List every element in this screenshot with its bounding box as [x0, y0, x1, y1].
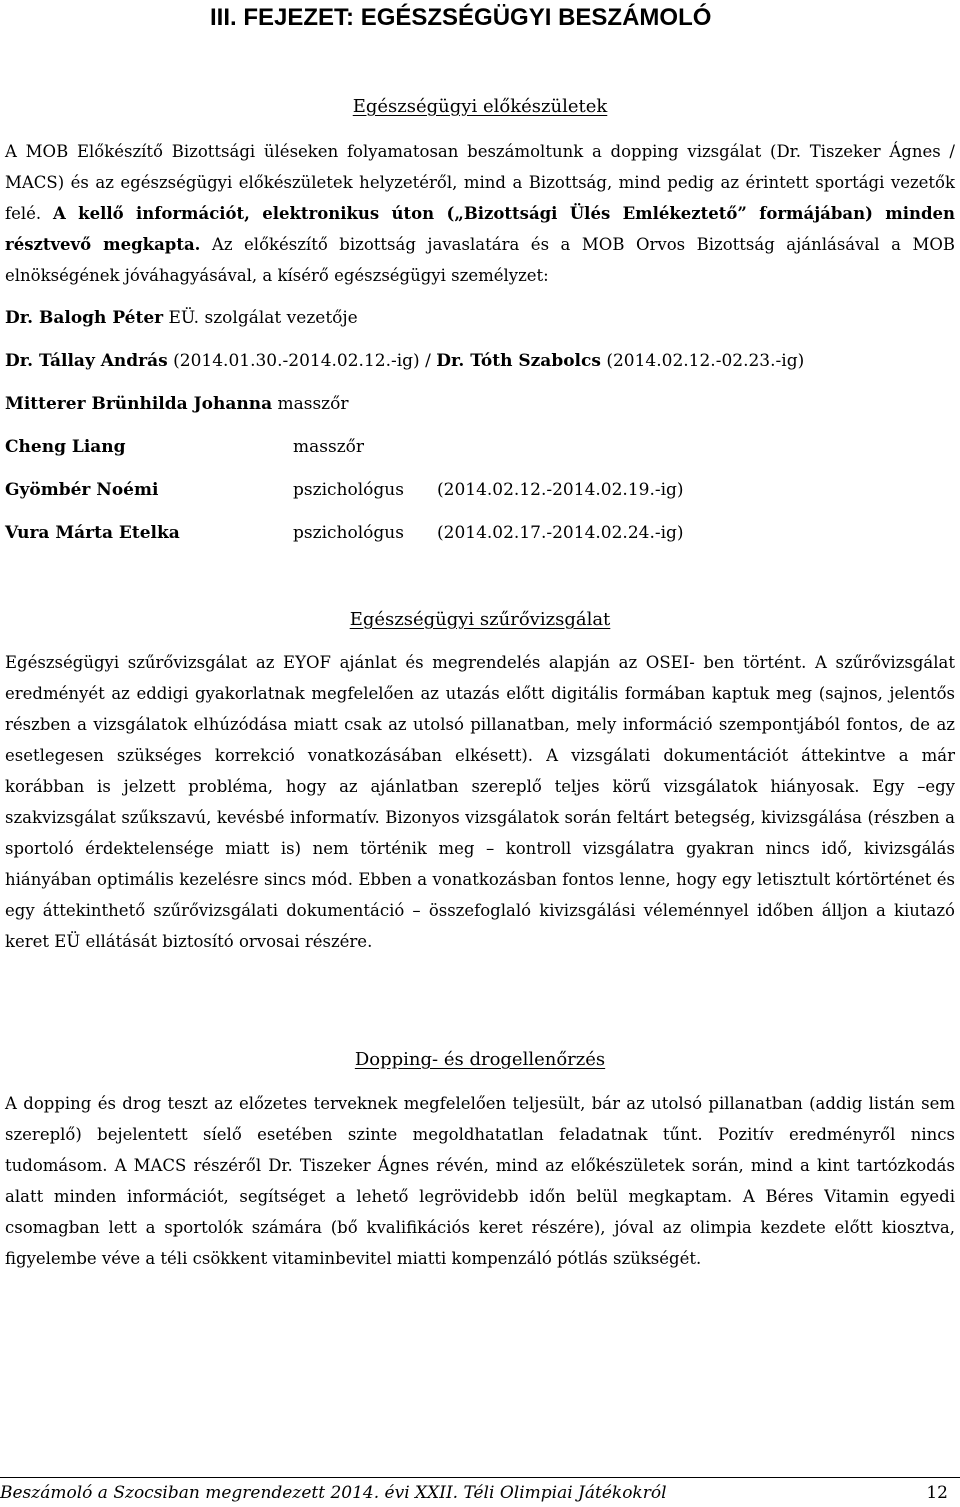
chapter-title: III. FEJEZET: EGÉSZSÉGÜGYI BESZÁMOLÓ [210, 4, 712, 31]
paragraph-screening: Egészségügyi szűrővizsgálat az EYOF ajánlat és megrendelés alapján az OSEI- ben történt. A szűrővizsgálat eredményét az eddigi gyakorlatnak megfelelően az utazás előtt digitális formában kaptuk meg (sajnos, jelentős részben a vizsgálatok elhúzódása miatt csak az utolsó pillanatban, mely információ szempontjából fontos, de az esetlegesen szükséges korrekció vonatkozásában elkésett). A vizsgálati dokumentációt áttekintve a már korábban is jelzett probléma, hogy az ajánlatban szereplő teljes körű vizsgálatok hiányosak. Egy –egy szakvizsgálat szűkszavú, kevésbé informatív. Bizonyos vizsgálatok során feltárt betegség, kivizsgálása (részben a sportoló érdektelensége miatt is) nem történik meg – kontroll vizsgálatra gyakran nincs idő, kivizsgálás hiányában optimális kezelésre sincs mód. Ebben a vonatkozásban fontos lenne, hogy egy letisztult kórtörténet és egy áttekinthető szűrővizsgálati dokumentáció – összefoglaló kivizsgálási véleménnyel időben álljon a kiutazó keret EÜ ellátását biztosító orvosai részére. [5, 653, 955, 951]
staff-role: masszőr [293, 437, 365, 457]
staff-dates: (2014.02.12.-2014.02.19.-ig) [437, 480, 684, 500]
staff-name: Gyömbér Noémi [5, 480, 159, 500]
paragraph-preparations [5, 136, 955, 291]
staff-line-masseur [5, 390, 955, 418]
staff-dates: (2014.01.30.-2014.02.12.-ig) / [167, 351, 437, 371]
section-heading-doping: Dopping- és drogellenőrzés [354, 1049, 606, 1070]
section-heading-preparations: Egészségügyi előkészületek [352, 96, 608, 117]
footer-title: Beszámoló a Szocsiban megrendezett 2014. évi XXII. Téli Olimpiai Játékokról [0, 1483, 667, 1503]
section-heading-screening: Egészségügyi szűrővizsgálat [349, 609, 611, 630]
staff-row [5, 476, 955, 504]
staff-name: Cheng Liang [5, 437, 126, 457]
staff-dates: (2014.02.12.-02.23.-ig) [600, 351, 805, 371]
staff-role: pszichológus [293, 523, 404, 543]
staff-row [5, 519, 955, 547]
staff-row [5, 433, 955, 461]
page-number: 12 [926, 1483, 948, 1503]
staff-line-lead [5, 304, 955, 332]
paragraph-text: A MOB Előkészítő Bizottsági üléseken folyamatosan beszámoltunk a dopping vizsgálat (Dr. Tiszeker Ágnes / MACS) és az egészségügyi előkészületek helyzetéről, mind a Bizottság, mind pedig az érintett sportági vezetők felé. [5, 142, 955, 223]
paragraph-doping: A dopping és drog teszt az előzetes terveknek megfelelően teljesült, bár az utolsó pillanatban (addig listán sem szereplő) bejelentett síelő esetében szinte megoldhatatlan feladatnak tűnt. Pozitív eredményről nincs tudomásom. A MACS részéről Dr. Tiszeker Ágnes révén, mind az előkészületek során, mind a kint tartózkodás alatt minden információt, segítséget a lehető legrövidebb időn belül megkaptam. A Béres Vitamin egyedi csomagban lett a sportolók számára (bő kvalifikációs keret részére), jóval az olimpia kezdete előtt kiosztva, figyelembe véve a téli csökkent vitaminbevitel miatti kompenzáló pótlás szükségét. [5, 1094, 955, 1268]
staff-line-doctors [5, 347, 955, 375]
staff-name: Dr. Tóth Szabolcs [436, 351, 601, 371]
footer-divider [0, 1477, 960, 1478]
staff-role: masszőr [272, 394, 349, 414]
staff-name: Dr. Balogh Péter [5, 308, 164, 328]
staff-dates: (2014.02.17.-2014.02.24.-ig) [437, 523, 684, 543]
paragraph-text: Az előkészítő bizottság javaslatára és a MOB Orvos Bizottság ajánlásával a MOB elnökségének jóváhagyásával, a kísérő egészségügyi személyzet: [5, 235, 956, 285]
staff-name: Dr. Tállay András [5, 351, 168, 371]
staff-name: Mitterer Brünhilda Johanna [5, 394, 273, 414]
paragraph-bold-text: A kellő információt, elektronikus úton („Bizottsági Ülés Emlékeztető” formájában) minden résztvevő megkapta. [5, 204, 955, 254]
staff-role: pszichológus [293, 480, 404, 500]
staff-name: Vura Márta Etelka [5, 523, 180, 543]
staff-role: EÜ. szolgálat vezetője [163, 308, 358, 328]
